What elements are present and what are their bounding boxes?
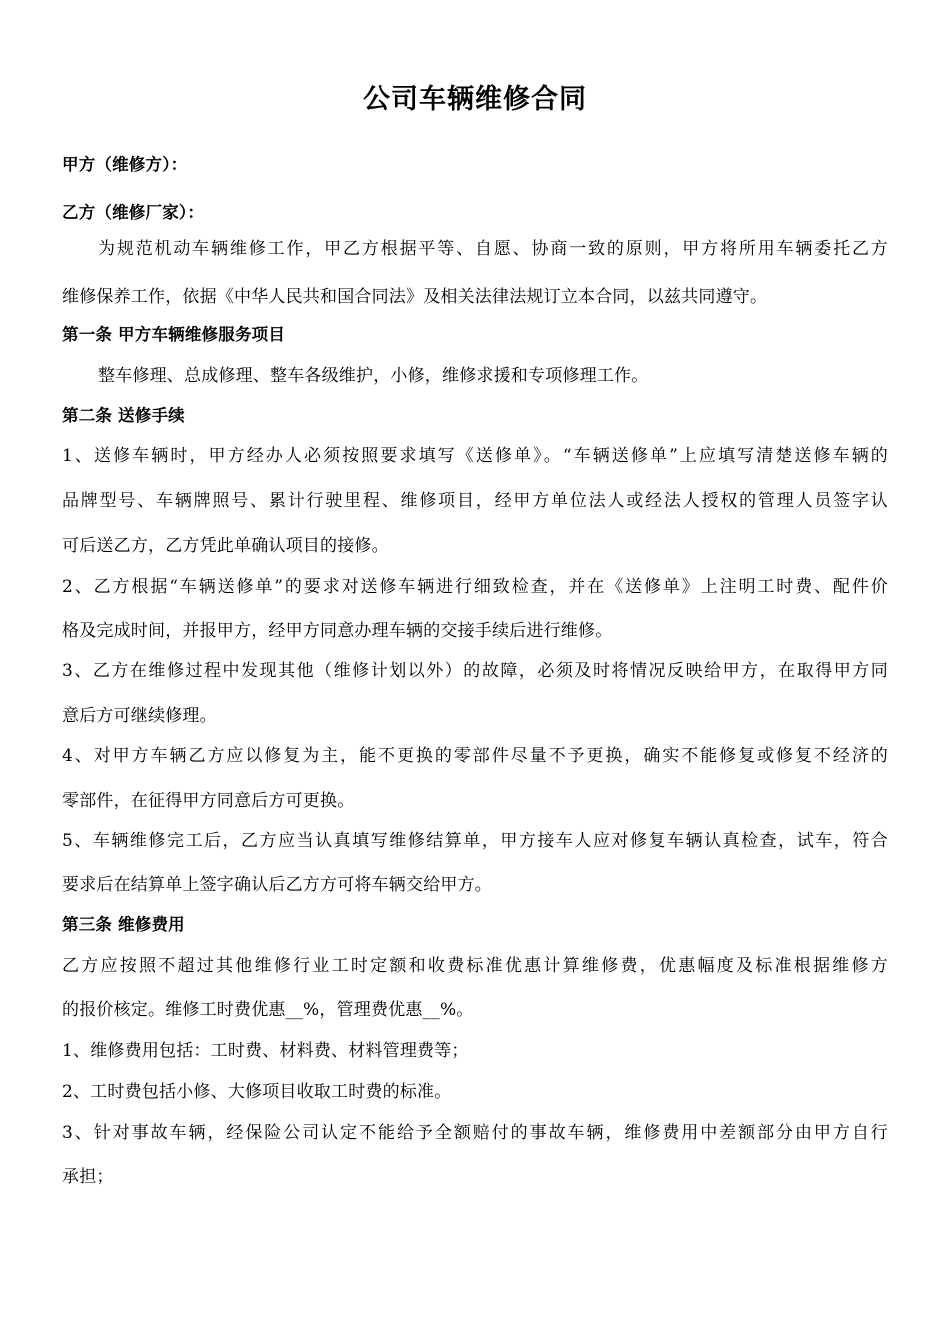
article-3-item-3-line-1: 3、针对事故车辆，经保险公司认定不能给予全额赔付的事故车辆，维修费用中差额部分由甲方自行 xyxy=(62,1123,888,1143)
article-2-item-5-line-2: 要求后在结算单上签字确认后乙方方可将车辆交给甲方。 xyxy=(62,875,492,895)
intro-line-1: 为规范机动车辆维修工作，甲乙方根据平等、自愿、协商一致的原则，甲方将所用车辆委托乙方 xyxy=(98,239,888,259)
party-b-label: 乙方（维修厂家）： xyxy=(62,203,205,222)
article-3-heading: 第三条 维修费用 xyxy=(62,915,185,934)
article-2-item-4-line-1: 4、对甲方车辆乙方应以修复为主，能不更换的零部件尽量不予更换，确实不能修复或修复不经济的 xyxy=(62,746,888,766)
article-2-heading: 第二条 送修手续 xyxy=(62,406,185,425)
article-2-item-1-line-3: 可后送乙方，乙方凭此单确认项目的接修。 xyxy=(62,536,389,556)
article-2-item-2-line-2: 格及完成时间，并报甲方，经甲方同意办理车辆的交接手续后进行维修。 xyxy=(62,621,613,641)
document-title: 公司车辆维修合同 xyxy=(363,84,587,115)
party-a-label: 甲方（维修方）： xyxy=(62,155,188,174)
article-3-item-2: 2、工时费包括小修、大修项目收取工时费的标准。 xyxy=(62,1082,452,1102)
article-3-item-3-line-2: 承担； xyxy=(62,1167,114,1187)
article-2-item-3-line-1: 3、乙方在维修过程中发现其他（维修计划以外）的故障，必须及时将情况反映给甲方，在取得甲方同 xyxy=(62,661,888,681)
article-2-item-1-line-1: 1、送修车辆时，甲方经办人必须按照要求填写《送修单》。“车辆送修单”上应填写清楚送修车辆的 xyxy=(62,446,888,466)
article-1-body: 整车修理、总成修理、整车各级维护，小修，维修求援和专项修理工作。 xyxy=(98,366,649,386)
article-3-item-1: 1、维修费用包括：工时费、材料费、材料管理费等； xyxy=(62,1041,469,1061)
article-3-intro-line-2: 的报价核定。维修工时费优惠__%，管理费优惠__%。 xyxy=(62,1000,474,1020)
article-2-item-5-line-1: 5、车辆维修完工后，乙方应当认真填写维修结算单，甲方接车人应对修复车辆认真检查，试车，符合 xyxy=(62,831,888,851)
article-2-item-3-line-2: 意后方可继续修理。 xyxy=(62,706,217,726)
intro-line-2: 维修保养工作，依据《中华人民共和国合同法》及相关法律法规订立本合同，以兹共同遵守。 xyxy=(62,287,768,307)
article-2-item-1-line-2: 品牌型号、车辆牌照号、累计行驶里程、维修项目，经甲方单位法人或经法人授权的管理人员签字认 xyxy=(62,491,888,511)
article-2-item-2-line-1: 2、乙方根据“车辆送修单”的要求对送修车辆进行细致检查，并在《送修单》上注明工时费、配件价 xyxy=(62,577,888,597)
article-3-intro-line-1: 乙方应按照不超过其他维修行业工时定额和收费标准优惠计算维修费，优惠幅度及标准根据维修方 xyxy=(62,956,888,976)
article-1-heading: 第一条 甲方车辆维修服务项目 xyxy=(62,325,286,344)
article-2-item-4-line-2: 零部件，在征得甲方同意后方可更换。 xyxy=(62,791,355,811)
